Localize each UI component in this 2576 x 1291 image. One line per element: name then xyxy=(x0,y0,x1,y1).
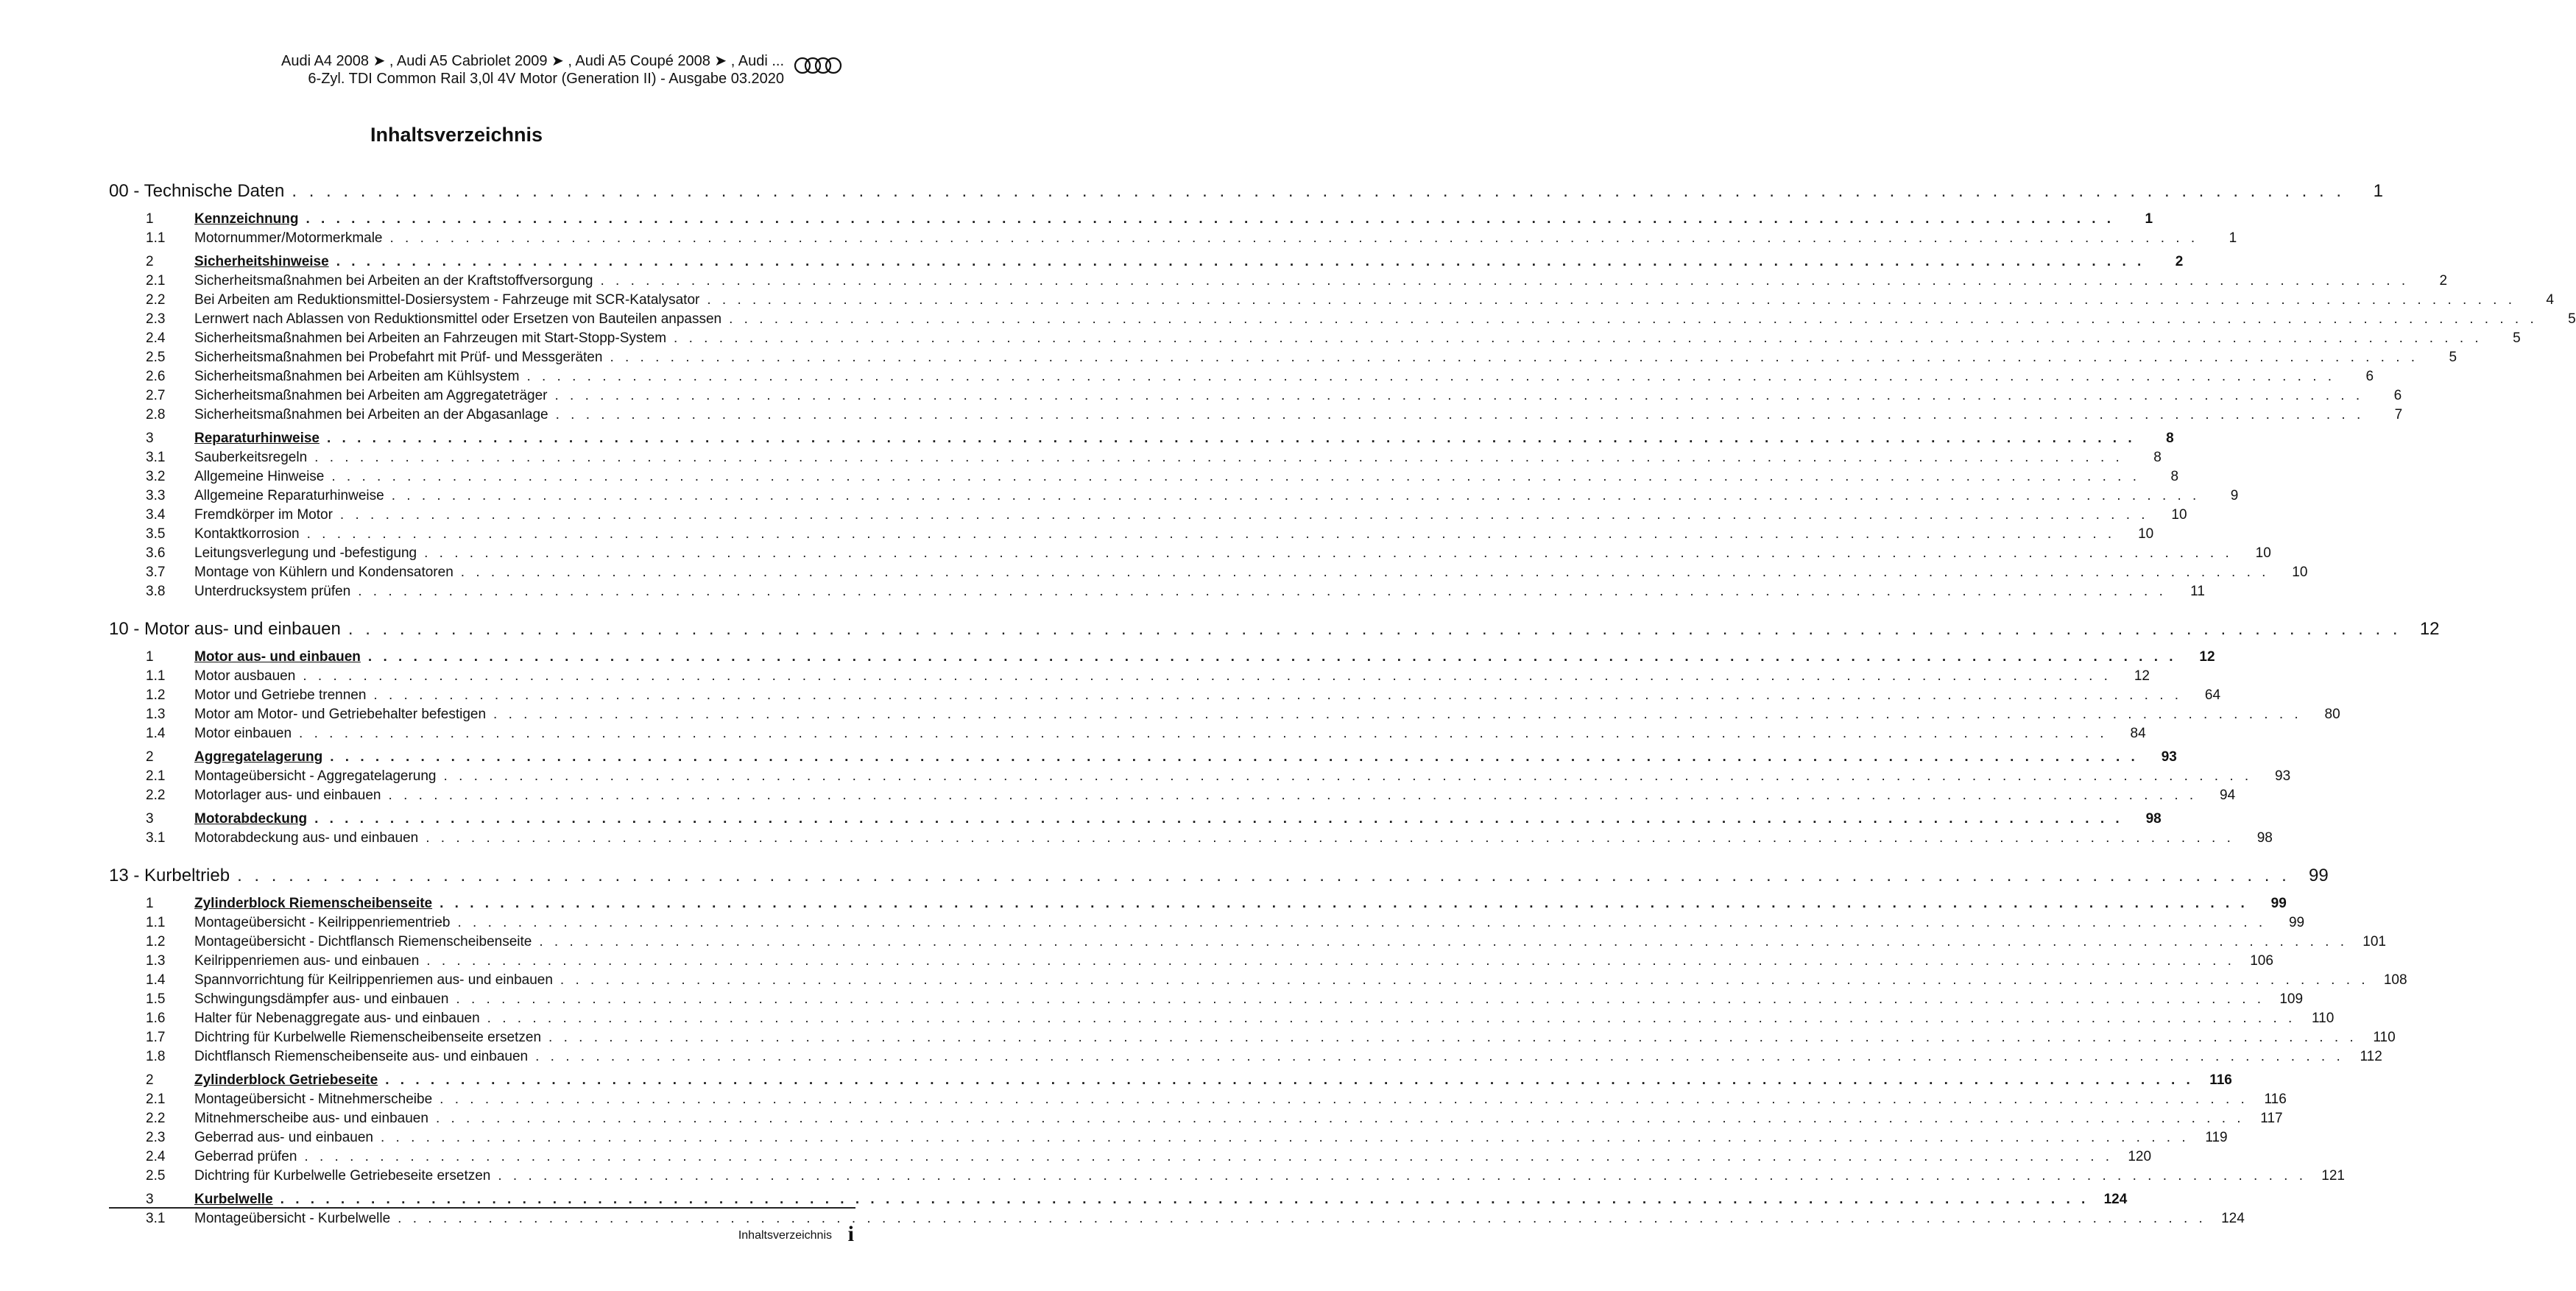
toc-section-title: Sicherheitshinweise xyxy=(194,254,329,269)
toc-entry-page: 10 xyxy=(2292,565,2308,580)
toc-entry-title: Motor einbauen xyxy=(194,726,292,741)
toc-entry-title: Mitnehmerscheibe aus- und einbauen xyxy=(194,1111,428,1126)
footer-label: Inhaltsverzeichnis xyxy=(738,1229,832,1242)
toc-entry-number: 1.3 xyxy=(146,707,166,722)
toc-entry-title: Keilrippenriemen aus- und einbauen xyxy=(194,953,420,969)
toc-entry-title: Sauberkeitsregeln xyxy=(194,450,308,465)
toc-entry-title: Kontaktkorrosion xyxy=(194,526,300,542)
dot-leader: . . . . . . . . . . . . . . . . . . . . . . . . . . . . . . . . . . . . . . . . . . . . . . . . . . . . . . . . . . . . . . . . . . . . . . . . . . . . . . . . . . . . . . . . . . . . . . . . . . . . . . . . . . . . . . . . . . . . . . . . xyxy=(493,707,2302,722)
toc-entry-page: 110 xyxy=(2373,1030,2396,1045)
toc-entry-number: 3.7 xyxy=(146,565,166,580)
toc-entry-title: Sicherheitsmaßnahmen bei Arbeiten an der Kraftstoffversorgung xyxy=(194,273,593,289)
toc-entry-page: 5 xyxy=(2449,350,2457,365)
toc-entry-title: Motor und Getriebe trennen xyxy=(194,687,367,703)
toc-entry-page: 6 xyxy=(2365,369,2374,384)
toc-entry-number: 1.1 xyxy=(146,915,166,930)
toc-entry-page: 120 xyxy=(2128,1149,2152,1164)
toc-section-title: Kennzeichnung xyxy=(194,211,299,227)
toc-entry-title: Lernwert nach Ablassen von Reduktionsmittel oder Ersetzen von Bauteilen anpassen xyxy=(194,311,722,327)
dot-leader: . . . . . . . . . . . . . . . . . . . . . . . . . . . . . . . . . . . . . . . . . . . . . . . . . . . . . . . . . . . . . . . . . . . . . . . . . . . . . . . . . . . . . . . . . . . . . . . . . . . . . . . . . . . . . . . . . . . . . . . . xyxy=(336,254,2145,269)
toc-entry-title: Sicherheitsmaßnahmen bei Arbeiten am Kühlsystem xyxy=(194,369,520,384)
toc-entry[interactable] xyxy=(109,469,2179,488)
dot-leader: . . . . . . . . . . . . . . . . . . . . . . . . . . . . . . . . . . . . . . . . . . . . . . . . . . . . . . . . . . . . . . . . . . . . . . . . . . . . . . . . . . . . . . . . . . . . . . . . . . . . . . . . . . . . . . . . . . . . . . . . xyxy=(443,768,2253,784)
toc-entry-page: 124 xyxy=(2221,1211,2245,1226)
toc-entry-title: Bei Arbeiten am Reduktionsmittel-Dosiersystem - Fahrzeuge mit SCR-Katalysator xyxy=(194,292,700,308)
toc-section-number: 1 xyxy=(146,896,154,911)
toc-entry-title: Geberrad prüfen xyxy=(194,1149,297,1164)
dot-leader: . . . . . . . . . . . . . . . . . . . . . . . . . . . . . . . . . . . . . . . . . . . . . . . . . . . . . . . . . . . . . . . . . . . . . . . . . . . . . . . . . . . . . . . . . . . . . . . . . . . . . . . . . . . . . . . . . . . . . . . . xyxy=(456,991,2265,1007)
toc-entry-title: Allgemeine Hinweise xyxy=(194,469,325,484)
dot-leader: . . . . . . . . . . . . . . . . . . . . . . . . . . . . . . . . . . . . . . . . . . . . . . . . . . . . . . . . . . . . . . . . . . . . . . . . . . . . . . . . . . . . . . . . . . . . . . . . . . . . . . . . . . . . . . . . . . . . . . . . xyxy=(707,292,2516,308)
toc-entry-number: 1.3 xyxy=(146,953,166,969)
toc-section-title: Motorabdeckung xyxy=(194,811,308,827)
dot-leader: . . . . . . . . . . . . . . . . . . . . . . . . . . . . . . . . . . . . . . . . . . . . . . . . . . . . . . . . . . . . . . . . . . . . . . . . . . . . . . . . . . . . . . . . . . . . . . . . . . . . . . . . . . . . . . . . . . . . . . . . xyxy=(440,1092,2248,1107)
toc-entry[interactable] xyxy=(109,369,2374,388)
toc-entry-page: 9 xyxy=(2230,488,2239,503)
toc-section-page: 116 xyxy=(2209,1072,2232,1088)
toc-entry-number: 1.7 xyxy=(146,1030,166,1045)
toc-entry[interactable] xyxy=(109,830,2273,849)
dot-leader: . . . . . . . . . . . . . . . . . . . . . . . . . . . . . . . . . . . . . . . . . . . . . . . . . . . . . . . . . . . . . . . . . . . . . . . . . . . . . . . . . . . . . . . . . . . . . . . . . . . . . . . . . . . . . . . . . . . . . . . . xyxy=(435,1111,2245,1126)
toc-entry-number: 2.4 xyxy=(146,330,166,346)
toc-section-number: 1 xyxy=(146,211,154,227)
dot-leader: . . . . . . . . . . . . . . . . . . . . . . . . . . . . . . . . . . . . . . . . . . . . . . . . . . . . . . . . . . . . . . . . . . . . . . . . . . . . . . . . . . . . . . . . . . . . . . . . . . . . . . . . . . . . . . . . . . . . . . . . xyxy=(347,618,2402,639)
dot-leader: . . . . . . . . . . . . . . . . . . . . . . . . . . . . . . . . . . . . . . . . . . . . . . . . . . . . . . . . . . . . . . . . . . . . . . . . . . . . . . . . . . . . . . . . . . . . . . . . . . . . . . . . . . . . . . . . . . . . . . . . xyxy=(729,311,2538,327)
toc-entry-number: 2.2 xyxy=(146,1111,166,1126)
dot-leader: . . . . . . . . . . . . . . . . . . . . . . . . . . . . . . . . . . . . . . . . . . . . . . . . . . . . . . . . . . . . . . . . . . . . . . . . . . . . . . . . . . . . . . . . . . . . . . . . . . . . . . . . . . . . . . . . . . . . . . . . xyxy=(373,687,2183,703)
four-rings-logo-icon xyxy=(794,56,842,75)
toc-entry-title: Allgemeine Reparaturhinweise xyxy=(194,488,384,503)
dot-leader: . . . . . . . . . . . . . . . . . . . . . . . . . . . . . . . . . . . . . . . . . . . . . . . . . . . . . . . . . . . . . . . . . . . . . . . . . . . . . . . . . . . . . . . . . . . . . . . . . . . . . . . . . . . . . . . . . . . . . . . . xyxy=(457,915,2267,930)
dot-leader: . . . . . . . . . . . . . . . . . . . . . . . . . . . . . . . . . . . . . . . . . . . . . . . . . . . . . . . . . . . . . . . . . . . . . . . . . . . . . . . . . . . . . . . . . . . . . . . . . . . . . . . . . . . . . . . . . . . . . . . . xyxy=(389,230,2199,246)
toc-entry-title: Montageübersicht - Kurbelwelle xyxy=(194,1211,391,1226)
toc-entry-number: 2.2 xyxy=(146,788,166,803)
dot-leader: . . . . . . . . . . . . . . . . . . . . . . . . . . . . . . . . . . . . . . . . . . . . . . . . . . . . . . . . . . . . . . . . . . . . . . . . . . . . . . . . . . . . . . . . . . . . . . . . . . . . . . . . . . . . . . . . . . . . . . . . xyxy=(331,469,2141,484)
footer-divider xyxy=(109,1207,855,1209)
toc-entry-page: 106 xyxy=(2250,953,2273,969)
dot-leader: . . . . . . . . . . . . . . . . . . . . . . . . . . . . . . . . . . . . . . . . . . . . . . . . . . . . . . . . . . . . . . . . . . . . . . . . . . . . . . . . . . . . . . . . . . . . . . . . . . . . . . . . . . . . . . . . . . . . . . . . xyxy=(385,1072,2194,1088)
toc-entry-title: Halter für Nebenaggregate aus- und einbauen xyxy=(194,1011,480,1026)
toc-entry[interactable] xyxy=(109,450,2162,469)
dot-leader: . . . . . . . . . . . . . . . . . . . . . . . . . . . . . . . . . . . . . . . . . . . . . . . . . . . . . . . . . . . . . . . . . . . . . . . . . . . . . . . . . . . . . . . . . . . . . . . . . . . . . . . . . . . . . . . . . . . . . . . . xyxy=(327,431,2136,446)
toc-entry-page: 10 xyxy=(2255,545,2271,561)
toc-entry-number: 2.1 xyxy=(146,768,166,784)
toc-entry[interactable] xyxy=(109,1011,2335,1030)
dot-leader: . . . . . . . . . . . . . . . . . . . . . . . . . . . . . . . . . . . . . . . . . . . . . . . . . . . . . . . . . . . . . . . . . . . . . . . . . . . . . . . . . . . . . . . . . . . . . . . . . . . . . . . . . . . . . . . . . . . . . . . . xyxy=(426,830,2234,846)
toc-entry-page: 109 xyxy=(2279,991,2304,1007)
toc-entry[interactable] xyxy=(109,972,2407,991)
toc-chapter-title: 13 - Kurbeltrieb xyxy=(109,865,230,885)
toc-entry[interactable] xyxy=(109,545,2271,565)
toc-section-number: 2 xyxy=(146,254,154,269)
toc-entry-number: 3.1 xyxy=(146,1211,166,1226)
toc-entry-title: Motorabdeckung aus- und einbauen xyxy=(194,830,419,846)
toc-entry-number: 2.3 xyxy=(146,311,166,327)
toc-entry-title: Montageübersicht - Mitnehmerscheibe xyxy=(194,1092,433,1107)
toc-entry-page: 8 xyxy=(2153,450,2162,465)
toc-section[interactable] xyxy=(109,649,2215,668)
toc-entry-page: 116 xyxy=(2264,1092,2287,1107)
toc-entry-page: 80 xyxy=(2324,707,2340,722)
dot-leader: . . . . . . . . . . . . . . . . . . . . . . . . . . . . . . . . . . . . . . . . . . . . . . . . . . . . . . . . . . . . . . . . . . . . . . . . . . . . . . . . . . . . . . . . . . . . . . . . . . . . . . . . . . . . . . . . . . . . . . . . xyxy=(610,350,2419,365)
toc-entry-page: 117 xyxy=(2260,1111,2283,1126)
dot-leader: . . . . . . . . . . . . . . . . . . . . . . . . . . . . . . . . . . . . . . . . . . . . . . . . . . . . . . . . . . . . . . . . . . . . . . . . . . . . . . . . . . . . . . . . . . . . . . . . . . . . . . . . . . . . . . . . . . . . . . . . xyxy=(380,1130,2189,1145)
toc-entry-number: 3.6 xyxy=(146,545,166,561)
toc-entry-number: 1.6 xyxy=(146,1011,166,1026)
toc-entry[interactable] xyxy=(109,915,2305,934)
toc-chapter[interactable] xyxy=(109,175,2384,207)
toc-section[interactable] xyxy=(109,254,2184,273)
toc-entry-title: Motor am Motor- und Getriebehalter befestigen xyxy=(194,707,487,722)
toc-entry-title: Sicherheitsmaßnahmen bei Arbeiten am Aggregateträger xyxy=(194,388,548,403)
dot-leader: . . . . . . . . . . . . . . . . . . . . . . . . . . . . . . . . . . . . . . . . . . . . . . . . . . . . . . . . . . . . . . . . . . . . . . . . . . . . . . . . . . . . . . . . . . . . . . . . . . . . . . . . . . . . . . . . . . . . . . . . xyxy=(560,972,2369,988)
toc-entry-number: 1.4 xyxy=(146,726,166,741)
toc-entry-title: Dichtflansch Riemenscheibenseite aus- und einbauen xyxy=(194,1049,529,1064)
toc-entry-number: 1.5 xyxy=(146,991,166,1007)
toc-section-page: 8 xyxy=(2166,431,2174,446)
dot-leader: . . . . . . . . . . . . . . . . . . . . . . . . . . . . . . . . . . . . . . . . . . . . . . . . . . . . . . . . . . . . . . . . . . . . . . . . . . . . . . . . . . . . . . . . . . . . . . . . . . . . . . . . . . . . . . . . . . . . . . . . xyxy=(367,649,2177,665)
dot-leader: . . . . . . . . . . . . . . . . . . . . . . . . . . . . . . . . . . . . . . . . . . . . . . . . . . . . . . . . . . . . . . . . . . . . . . . . . . . . . . . . . . . . . . . . . . . . . . . . . . . . . . . . . . . . . . . . . . . . . . . . xyxy=(398,1211,2206,1226)
toc-entry[interactable] xyxy=(109,1211,2245,1230)
footer-page-number: i xyxy=(847,1222,854,1246)
toc-entry[interactable] xyxy=(109,1111,2283,1130)
dot-leader: . . . . . . . . . . . . . . . . . . . . . . . . . . . . . . . . . . . . . . . . . . . . . . . . . . . . . . . . . . . . . . . . . . . . . . . . . . . . . . . . . . . . . . . . . . . . . . . . . . . . . . . . . . . . . . . . . . . . . . . . xyxy=(391,488,2201,503)
dot-leader: . . . . . . . . . . . . . . . . . . . . . . . . . . . . . . . . . . . . . . . . . . . . . . . . . . . . . . . . . . . . . . . . . . . . . . . . . . . . . . . . . . . . . . . . . . . . . . . . . . . . . . . . . . . . . . . . . . . . . . . . xyxy=(304,1149,2114,1164)
toc-entry[interactable] xyxy=(109,1168,2345,1187)
toc-entry-title: Unterdrucksystem prüfen xyxy=(194,584,351,599)
dot-leader: . . . . . . . . . . . . . . . . . . . . . . . . . . . . . . . . . . . . . . . . . . . . . . . . . . . . . . . . . . . . . . . . . . . . . . . . . . . . . . . . . . . . . . . . . . . . . . . . . . . . . . . . . . . . . . . . . . . . . . . . xyxy=(535,1049,2344,1064)
toc-section-title: Zylinderblock Riemenscheibenseite xyxy=(194,896,433,911)
dot-leader: . . . . . . . . . . . . . . . . . . . . . . . . . . . . . . . . . . . . . . . . . . . . . . . . . . . . . . . . . . . . . . . . . . . . . . . . . . . . . . . . . . . . . . . . . . . . . . . . . . . . . . . . . . . . . . . . . . . . . . . . xyxy=(358,584,2167,599)
toc-chapter[interactable] xyxy=(109,860,2329,891)
toc-entry[interactable] xyxy=(109,768,2291,788)
toc-entry-number: 2.3 xyxy=(146,1130,166,1145)
toc-chapter-page: 99 xyxy=(2309,865,2329,885)
toc-entry-title: Montageübersicht - Dichtflansch Riemenscheibenseite xyxy=(194,934,532,949)
toc-entry-title: Motor ausbauen xyxy=(194,668,296,684)
toc-entry-number: 1.2 xyxy=(146,934,166,949)
toc-entry-title: Geberrad aus- und einbauen xyxy=(194,1130,373,1145)
dot-leader: . . . . . . . . . . . . . . . . . . . . . . . . . . . . . . . . . . . . . . . . . . . . . . . . . . . . . . . . . . . . . . . . . . . . . . . . . . . . . . . . . . . . . . . . . . . . . . . . . . . . . . . . . . . . . . . . . . . . . . . . xyxy=(388,788,2198,803)
toc-section-title: Reparaturhinweise xyxy=(194,431,320,446)
toc-section[interactable] xyxy=(109,211,2153,230)
toc-entry-page: 10 xyxy=(2138,526,2154,542)
toc-section-number: 3 xyxy=(146,1192,154,1207)
toc-entry-page: 11 xyxy=(2190,584,2205,599)
toc-entry[interactable] xyxy=(109,726,2146,745)
toc-entry[interactable] xyxy=(109,407,2403,426)
dot-leader: . . . . . . . . . . . . . . . . . . . . . . . . . . . . . . . . . . . . . . . . . . . . . . . . . . . . . . . . . . . . . . . . . . . . . . . . . . . . . . . . . . . . . . . . . . . . . . . . . . . . . . . . . . . . . . . . . . . . . . . . xyxy=(306,211,2115,227)
toc-entry-page: 84 xyxy=(2130,726,2146,741)
toc-entry-number: 2.5 xyxy=(146,1168,166,1184)
toc-entry[interactable] xyxy=(109,1030,2396,1049)
toc-section[interactable] xyxy=(109,749,2177,768)
toc-chapter-page: 12 xyxy=(2419,618,2440,639)
toc-entry-page: 93 xyxy=(2275,768,2291,784)
toc-entry[interactable] xyxy=(109,330,2521,350)
toc-entry-title: Schwingungsdämpfer aus- und einbauen xyxy=(194,991,449,1007)
toc-entry[interactable] xyxy=(109,292,2554,311)
toc-entry[interactable] xyxy=(109,934,2386,953)
toc-entry[interactable] xyxy=(109,388,2402,407)
toc-section-title: Motor aus- und einbauen xyxy=(194,649,361,665)
toc-entry[interactable] xyxy=(109,953,2273,972)
toc-section[interactable] xyxy=(109,431,2174,450)
toc-entry[interactable] xyxy=(109,687,2221,707)
toc-entry-number: 2.2 xyxy=(146,292,166,308)
toc-entry-number: 3.1 xyxy=(146,450,166,465)
toc-entry-number: 1.1 xyxy=(146,668,166,684)
toc-entry-title: Montageübersicht - Keilrippenriementrieb xyxy=(194,915,451,930)
toc-entry-page: 101 xyxy=(2362,934,2386,949)
dot-leader: . . . . . . . . . . . . . . . . . . . . . . . . . . . . . . . . . . . . . . . . . . . . . . . . . . . . . . . . . . . . . . . . . . . . . . . . . . . . . . . . . . . . . . . . . . . . . . . . . . . . . . . . . . . . . . . . . . . . . . . . xyxy=(339,507,2149,523)
dot-leader: . . . . . . . . . . . . . . . . . . . . . . . . . . . . . . . . . . . . . . . . . . . . . . . . . . . . . . . . . . . . . . . . . . . . . . . . . . . . . . . . . . . . . . . . . . . . . . . . . . . . . . . . . . . . . . . . . . . . . . . . xyxy=(539,934,2348,949)
toc-entry-title: Dichtring für Kurbelwelle Getriebeseite ersetzen xyxy=(194,1168,491,1184)
toc-entry-title: Motorlager aus- und einbauen xyxy=(194,788,381,803)
dot-leader: . . . . . . . . . . . . . . . . . . . . . . . . . . . . . . . . . . . . . . . . . . . . . . . . . . . . . . . . . . . . . . . . . . . . . . . . . . . . . . . . . . . . . . . . . . . . . . . . . . . . . . . . . . . . . . . . . . . . . . . . xyxy=(498,1168,2307,1184)
dot-leader: . . . . . . . . . . . . . . . . . . . . . . . . . . . . . . . . . . . . . . . . . . . . . . . . . . . . . . . . . . . . . . . . . . . . . . . . . . . . . . . . . . . . . . . . . . . . . . . . . . . . . . . . . . . . . . . . . . . . . . . . xyxy=(237,865,2290,885)
toc-entry-title: Montageübersicht - Aggregatelagerung xyxy=(194,768,437,784)
dot-leader: . . . . . . . . . . . . . . . . . . . . . . . . . . . . . . . . . . . . . . . . . . . . . . . . . . . . . . . . . . . . . . . . . . . . . . . . . . . . . . . . . . . . . . . . . . . . . . . . . . . . . . . . . . . . . . . . . . . . . . . . xyxy=(440,896,2248,911)
toc-section-title: Zylinderblock Getriebeseite xyxy=(194,1072,378,1088)
toc-section-number: 3 xyxy=(146,431,154,446)
header-vehicle-line: Audi A4 2008 ➤ , Audi A5 Cabriolet 2009 ➤ , Audi A5 Coupé 2008 ➤ , Audi ... xyxy=(281,53,784,69)
toc-entry-number: 2.1 xyxy=(146,273,166,289)
toc-entry[interactable] xyxy=(109,707,2340,726)
toc-section-number: 2 xyxy=(146,749,154,765)
toc-entry-page: 110 xyxy=(2312,1011,2335,1026)
dot-leader: . . . . . . . . . . . . . . . . . . . . . . . . . . . . . . . . . . . . . . . . . . . . . . . . . . . . . . . . . . . . . . . . . . . . . . . . . . . . . . . . . . . . . . . . . . . . . . . . . . . . . . . . . . . . . . . . . . . . . . . . xyxy=(299,726,2108,741)
toc-entry-page: 6 xyxy=(2393,388,2402,403)
dot-leader: . . . . . . . . . . . . . . . . . . . . . . . . . . . . . . . . . . . . . . . . . . . . . . . . . . . . . . . . . . . . . . . . . . . . . . . . . . . . . . . . . . . . . . . . . . . . . . . . . . . . . . . . . . . . . . . . . . . . . . . . xyxy=(674,330,2483,346)
toc-entry[interactable] xyxy=(109,584,2205,603)
toc-entry-number: 2.1 xyxy=(146,1092,166,1107)
toc-entry-title: Montage von Kühlern und Kondensatoren xyxy=(194,565,454,580)
toc-entry[interactable] xyxy=(109,350,2457,369)
toc-entry-number: 1.1 xyxy=(146,230,166,246)
dot-leader: . . . . . . . . . . . . . . . . . . . . . . . . . . . . . . . . . . . . . . . . . . . . . . . . . . . . . . . . . . . . . . . . . . . . . . . . . . . . . . . . . . . . . . . . . . . . . . . . . . . . . . . . . . . . . . . . . . . . . . . . xyxy=(314,450,2123,465)
toc-entry-number: 3.8 xyxy=(146,584,166,599)
toc-entry-page: 108 xyxy=(2383,972,2407,988)
toc-section-page: 2 xyxy=(2175,254,2184,269)
toc-entry-page: 8 xyxy=(2170,469,2179,484)
toc-entry-page: 10 xyxy=(2171,507,2187,523)
toc-entry-title: Sicherheitsmaßnahmen bei Probefahrt mit Prüf- und Messgeräten xyxy=(194,350,603,365)
toc-entry-number: 3.4 xyxy=(146,507,166,523)
toc-entry-page: 94 xyxy=(2220,788,2236,803)
toc-entry[interactable] xyxy=(109,1049,2382,1068)
toc-entry-page: 98 xyxy=(2256,830,2273,846)
toc-entry[interactable] xyxy=(109,668,2150,687)
toc-entry-title: Sicherheitsmaßnahmen bei Arbeiten an der Abgasanlage xyxy=(194,407,548,422)
toc-entry-title: Spannvorrichtung für Keilrippenriemen aus- und einbauen xyxy=(194,972,553,988)
toc-section-title: Kurbelwelle xyxy=(194,1192,273,1207)
header-engine-line: 6-Zyl. TDI Common Rail 3,0l 4V Motor (Generation II) - Ausgabe 03.2020 xyxy=(308,71,784,87)
toc-entry-page: 1 xyxy=(2229,230,2237,246)
toc-entry-number: 3.3 xyxy=(146,488,166,503)
toc-chapter-title: 00 - Technische Daten xyxy=(109,180,285,201)
document-header xyxy=(0,52,913,93)
toc-entry[interactable] xyxy=(109,273,2448,292)
toc-entry-number: 3.5 xyxy=(146,526,166,542)
toc-section-number: 2 xyxy=(146,1072,154,1088)
toc-entry-page: 12 xyxy=(2134,668,2150,684)
dot-leader: . . . . . . . . . . . . . . . . . . . . . . . . . . . . . . . . . . . . . . . . . . . . . . . . . . . . . . . . . . . . . . . . . . . . . . . . . . . . . . . . . . . . . . . . . . . . . . . . . . . . . . . . . . . . . . . . . . . . . . . . xyxy=(548,1030,2357,1045)
toc-section-number: 1 xyxy=(146,649,154,665)
toc-entry[interactable] xyxy=(109,991,2304,1011)
toc-entry[interactable] xyxy=(109,526,2154,545)
dot-leader: . . . . . . . . . . . . . . . . . . . . . . . . . . . . . . . . . . . . . . . . . . . . . . . . . . . . . . . . . . . . . . . . . . . . . . . . . . . . . . . . . . . . . . . . . . . . . . . . . . . . . . . . . . . . . . . . . . . . . . . . xyxy=(554,388,2364,403)
toc-section-page: 98 xyxy=(2145,811,2162,827)
toc-entry[interactable] xyxy=(109,230,2237,250)
toc-chapter-page: 1 xyxy=(2373,180,2384,201)
toc-entry-page: 4 xyxy=(2546,292,2554,308)
dot-leader: . . . . . . . . . . . . . . . . . . . . . . . . . . . . . . . . . . . . . . . . . . . . . . . . . . . . . . . . . . . . . . . . . . . . . . . . . . . . . . . . . . . . . . . . . . . . . . . . . . . . . . . . . . . . . . . . . . . . . . . . xyxy=(280,1192,2089,1207)
dot-leader: . . . . . . . . . . . . . . . . . . . . . . . . . . . . . . . . . . . . . . . . . . . . . . . . . . . . . . . . . . . . . . . . . . . . . . . . . . . . . . . . . . . . . . . . . . . . . . . . . . . . . . . . . . . . . . . . . . . . . . . . xyxy=(306,526,2116,542)
toc-entry-page: 99 xyxy=(2288,915,2305,930)
toc-entry-page: 112 xyxy=(2360,1049,2382,1064)
toc-entry[interactable] xyxy=(109,488,2239,507)
toc-section-page: 93 xyxy=(2161,749,2177,765)
toc-entry-number: 2.8 xyxy=(146,407,166,422)
toc-entry-page: 7 xyxy=(2394,407,2403,422)
table-of-contents xyxy=(109,175,2576,1230)
toc-chapter-title: 10 - Motor aus- und einbauen xyxy=(109,618,341,639)
dot-leader: . . . . . . . . . . . . . . . . . . . . . . . . . . . . . . . . . . . . . . . . . . . . . . . . . . . . . . . . . . . . . . . . . . . . . . . . . . . . . . . . . . . . . . . . . . . . . . . . . . . . . . . . . . . . . . . . . . . . . . . . xyxy=(526,369,2336,384)
toc-entry-number: 3.1 xyxy=(146,830,166,846)
toc-section[interactable] xyxy=(109,811,2162,830)
toc-entry-title: Leitungsverlegung und -befestigung xyxy=(194,545,417,561)
toc-entry-title: Motornummer/Motormerkmale xyxy=(194,230,383,246)
toc-entry-title: Fremdkörper im Motor xyxy=(194,507,333,523)
toc-entry[interactable] xyxy=(109,311,2576,330)
dot-leader: . . . . . . . . . . . . . . . . . . . . . . . . . . . . . . . . . . . . . . . . . . . . . . . . . . . . . . . . . . . . . . . . . . . . . . . . . . . . . . . . . . . . . . . . . . . . . . . . . . . . . . . . . . . . . . . . . . . . . . . . xyxy=(314,811,2123,827)
toc-entry[interactable] xyxy=(109,507,2187,526)
dot-leader: . . . . . . . . . . . . . . . . . . . . . . . . . . . . . . . . . . . . . . . . . . . . . . . . . . . . . . . . . . . . . . . . . . . . . . . . . . . . . . . . . . . . . . . . . . . . . . . . . . . . . . . . . . . . . . . . . . . . . . . . xyxy=(303,668,2111,684)
toc-entry-title: Dichtring für Kurbelwelle Riemenscheibenseite ersetzen xyxy=(194,1030,542,1045)
toc-section-page: 99 xyxy=(2270,896,2287,911)
toc-entry-number: 1.2 xyxy=(146,687,166,703)
toc-section-page: 124 xyxy=(2103,1192,2128,1207)
toc-entry-number: 2.4 xyxy=(146,1149,166,1164)
toc-entry-number: 2.7 xyxy=(146,388,166,403)
toc-entry-page: 2 xyxy=(2439,273,2448,289)
toc-chapter[interactable] xyxy=(109,613,2440,645)
toc-entry[interactable] xyxy=(109,1130,2228,1149)
toc-entry-number: 3.2 xyxy=(146,469,166,484)
toc-entry-page: 5 xyxy=(2568,311,2576,327)
toc-section-page: 12 xyxy=(2199,649,2215,665)
dot-leader: . . . . . . . . . . . . . . . . . . . . . . . . . . . . . . . . . . . . . . . . . . . . . . . . . . . . . . . . . . . . . . . . . . . . . . . . . . . . . . . . . . . . . . . . . . . . . . . . . . . . . . . . . . . . . . . . . . . . . . . . xyxy=(487,1011,2296,1026)
dot-leader: . . . . . . . . . . . . . . . . . . . . . . . . . . . . . . . . . . . . . . . . . . . . . . . . . . . . . . . . . . . . . . . . . . . . . . . . . . . . . . . . . . . . . . . . . . . . . . . . . . . . . . . . . . . . . . . . . . . . . . . . xyxy=(555,407,2365,422)
toc-entry-title: Sicherheitsmaßnahmen bei Arbeiten an Fahrzeugen mit Start-Stopp-System xyxy=(194,330,667,346)
toc-entry-page: 5 xyxy=(2513,330,2521,346)
toc-section[interactable] xyxy=(109,896,2287,915)
toc-entry-page: 64 xyxy=(2204,687,2221,703)
toc-entry-number: 1.4 xyxy=(146,972,166,988)
toc-entry[interactable] xyxy=(109,1149,2152,1168)
dot-leader: . . . . . . . . . . . . . . . . . . . . . . . . . . . . . . . . . . . . . . . . . . . . . . . . . . . . . . . . . . . . . . . . . . . . . . . . . . . . . . . . . . . . . . . . . . . . . . . . . . . . . . . . . . . . . . . . . . . . . . . . xyxy=(292,180,2346,201)
toc-entry-number: 2.5 xyxy=(146,350,166,365)
toc-entry-page: 121 xyxy=(2321,1168,2345,1184)
page-title: Inhaltsverzeichnis xyxy=(370,124,543,146)
toc-section[interactable] xyxy=(109,1072,2232,1092)
toc-entry[interactable] xyxy=(109,788,2236,807)
toc-entry-page: 119 xyxy=(2205,1130,2228,1145)
toc-section-title: Aggregatelagerung xyxy=(194,749,323,765)
dot-leader: . . . . . . . . . . . . . . . . . . . . . . . . . . . . . . . . . . . . . . . . . . . . . . . . . . . . . . . . . . . . . . . . . . . . . . . . . . . . . . . . . . . . . . . . . . . . . . . . . . . . . . . . . . . . . . . . . . . . . . . . xyxy=(330,749,2139,765)
dot-leader: . . . . . . . . . . . . . . . . . . . . . . . . . . . . . . . . . . . . . . . . . . . . . . . . . . . . . . . . . . . . . . . . . . . . . . . . . . . . . . . . . . . . . . . . . . . . . . . . . . . . . . . . . . . . . . . . . . . . . . . . xyxy=(426,953,2235,969)
toc-entry-number: 1.8 xyxy=(146,1049,166,1064)
dot-leader: . . . . . . . . . . . . . . . . . . . . . . . . . . . . . . . . . . . . . . . . . . . . . . . . . . . . . . . . . . . . . . . . . . . . . . . . . . . . . . . . . . . . . . . . . . . . . . . . . . . . . . . . . . . . . . . . . . . . . . . . xyxy=(424,545,2233,561)
toc-entry-number: 2.6 xyxy=(146,369,166,384)
dot-leader: . . . . . . . . . . . . . . . . . . . . . . . . . . . . . . . . . . . . . . . . . . . . . . . . . . . . . . . . . . . . . . . . . . . . . . . . . . . . . . . . . . . . . . . . . . . . . . . . . . . . . . . . . . . . . . . . . . . . . . . . xyxy=(460,565,2270,580)
toc-section-number: 3 xyxy=(146,811,154,827)
toc-entry[interactable] xyxy=(109,565,2308,584)
toc-section-page: 1 xyxy=(2145,211,2153,227)
dot-leader: . . . . . . . . . . . . . . . . . . . . . . . . . . . . . . . . . . . . . . . . . . . . . . . . . . . . . . . . . . . . . . . . . . . . . . . . . . . . . . . . . . . . . . . . . . . . . . . . . . . . . . . . . . . . . . . . . . . . . . . . xyxy=(600,273,2410,289)
toc-entry[interactable] xyxy=(109,1092,2287,1111)
